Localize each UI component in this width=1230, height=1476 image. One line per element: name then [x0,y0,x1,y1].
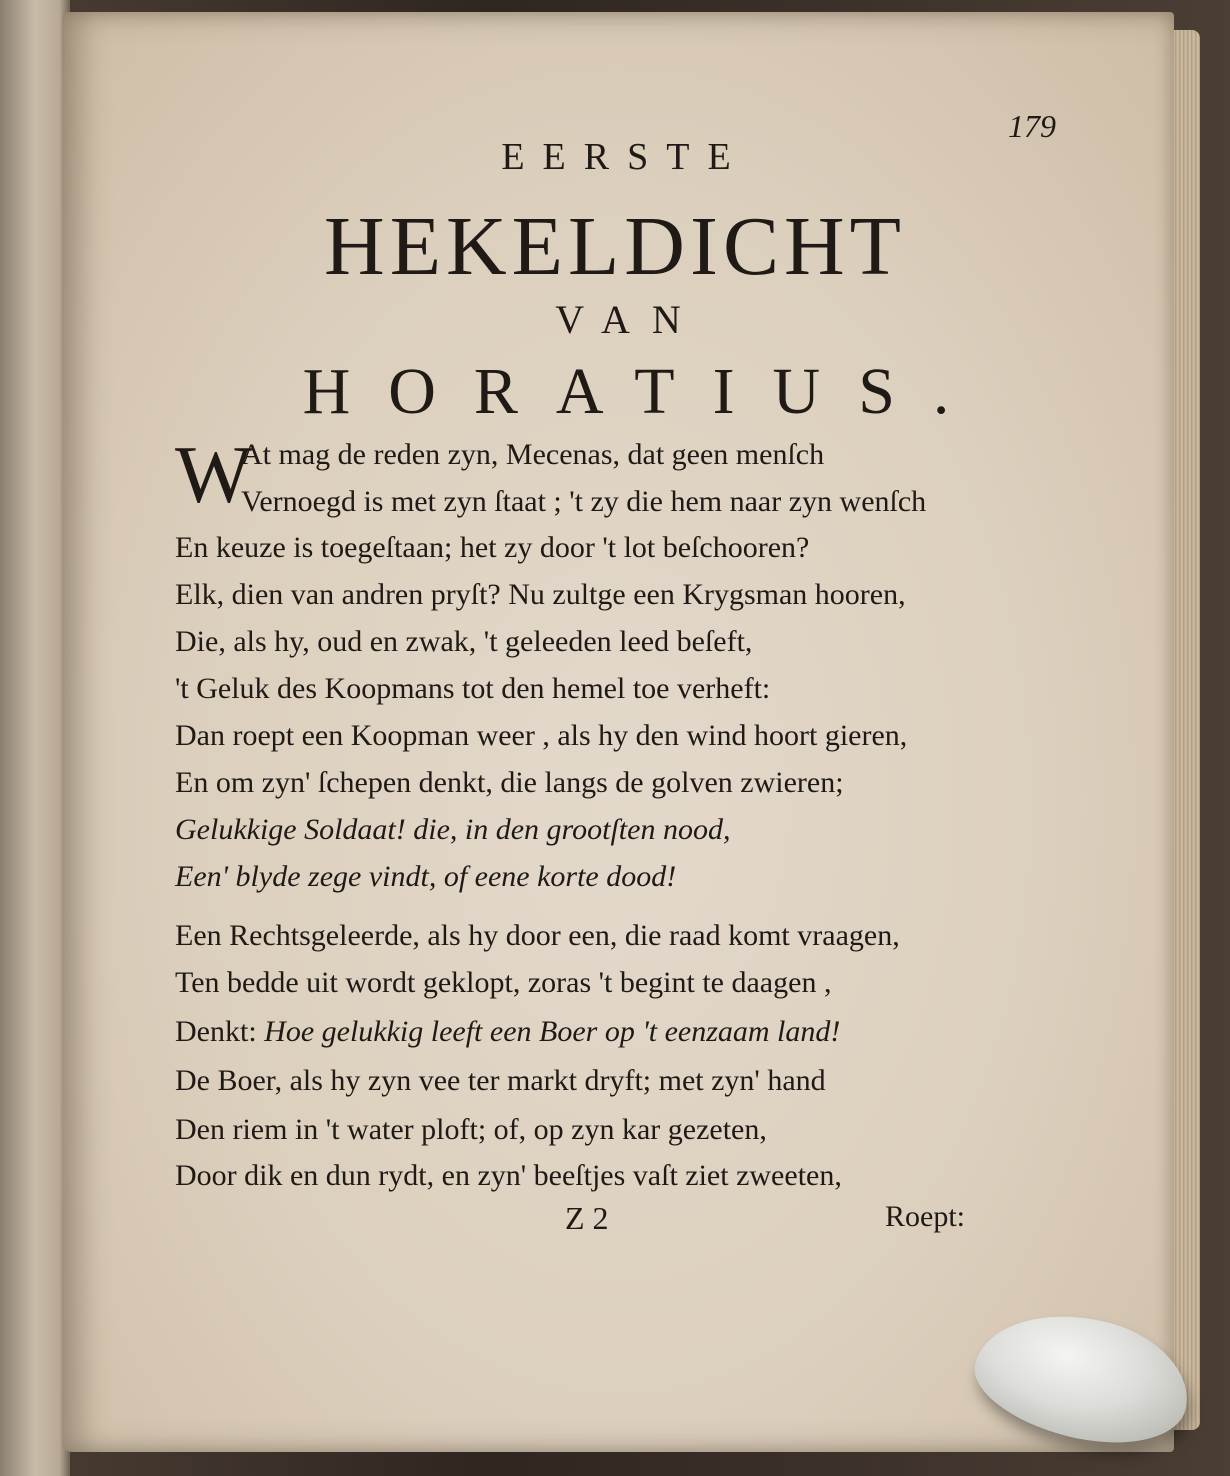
page-number: 179 [1008,108,1056,144]
poem-line-13-italic: Hoe gelukkig leeft een Boer op 't eenzaam land! [264,1015,841,1048]
poem-line-7: Dan roept een Koopman weer , als hy den wind hoort gieren, [175,719,908,752]
poem-line-8: En om zyn' ſchepen denkt, die langs de golven zwieren; [175,766,844,799]
heading-hekeldicht: HEKELDICHT [324,200,906,293]
poem-line-4: Elk, dien van andren pryſt? Nu zultge een Krygsman hooren, [175,578,906,611]
poem-line-12: Ten bedde uit wordt geklopt, zoras 't begint te daagen , [175,966,832,999]
poem-line-14: De Boer, als hy zyn vee ter markt dryft; met zyn' hand [175,1064,826,1097]
poem-line-13-start: Denkt: [175,1015,257,1048]
poem-line-6: 't Geluk des Koopmans tot den hemel toe verheft: [175,672,771,705]
heading-eerste: EERSTE [501,136,749,178]
poem-line-3: En keuze is toegeſtaan; het zy door 't lot beſchooren? [175,531,810,564]
poem-line-11: Een Rechtsgeleerde, als hy door een, die raad komt vraagen, [175,919,900,952]
poem-line-5: Die, als hy, oud en zwak, 't geleeden leed beſeft, [175,625,753,658]
poem-line-10: Een' blyde zege vindt, of eene korte dood! [175,860,677,893]
poem-line-13 [175,1014,840,1050]
poem-line-1: At mag de reden zyn, Mecenas, dat geen menſch [241,438,825,471]
poem-line-2: Vernoegd is met zyn ſtaat ; 't zy die hem naar zyn wenſch [241,485,927,518]
poem-line-16: Door dik en dun rydt, en zyn' beeſtjes vaſt ziet zweeten, [175,1159,842,1192]
poem-line-9: Gelukkige Soldaat! die, in den grootſten nood, [175,813,731,846]
poem-line-15: Den riem in 't water ploft; of, op zyn kar gezeten, [175,1113,767,1146]
heading-van: VAN [555,297,703,342]
signature-mark: Z 2 [565,1200,609,1236]
drop-cap: W [175,429,253,520]
catchword: Roept: [885,1200,965,1233]
heading-horatius: HORATIUS. [302,355,988,428]
